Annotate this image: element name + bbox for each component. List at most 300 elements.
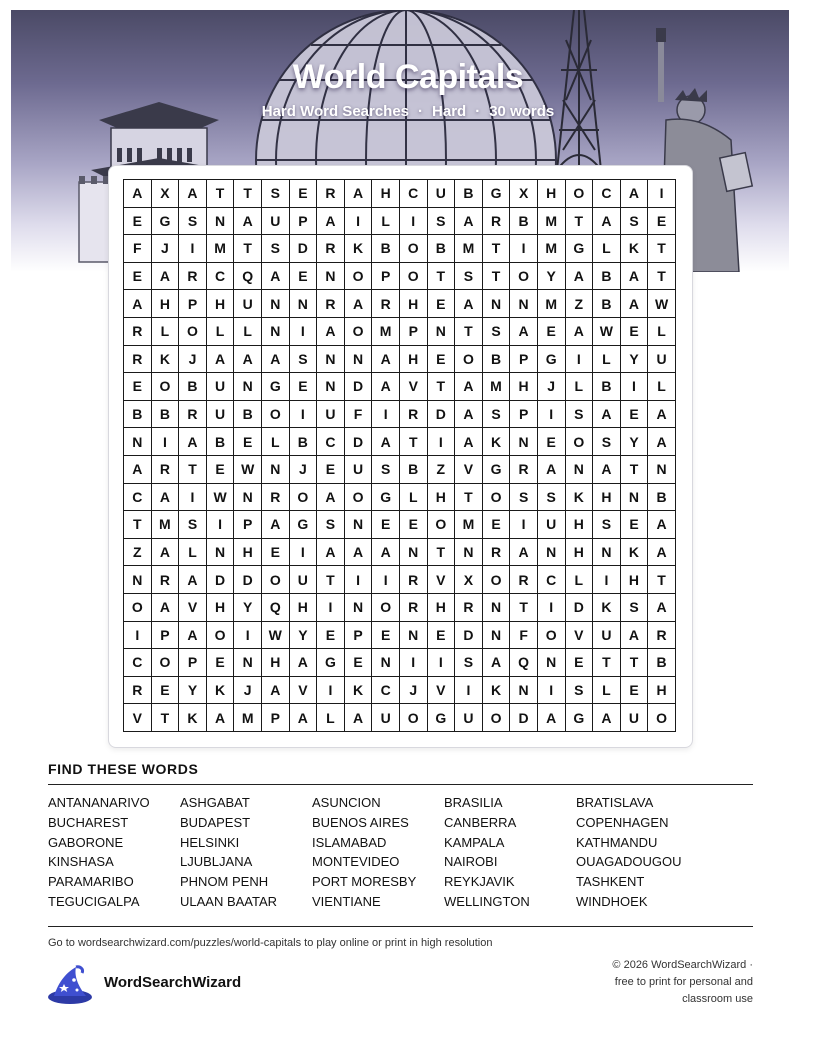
grid-cell[interactable]: I xyxy=(372,566,400,594)
grid-cell[interactable]: B xyxy=(400,456,428,484)
grid-cell[interactable]: R xyxy=(483,539,511,567)
grid-cell[interactable]: C xyxy=(317,428,345,456)
grid-cell[interactable]: O xyxy=(345,263,373,291)
grid-cell[interactable]: B xyxy=(648,649,676,677)
grid-cell[interactable]: C xyxy=(207,263,235,291)
grid-cell[interactable]: B xyxy=(372,235,400,263)
grid-cell[interactable]: A xyxy=(345,539,373,567)
grid-cell[interactable]: N xyxy=(372,649,400,677)
grid-cell[interactable]: N xyxy=(345,511,373,539)
grid-cell[interactable]: I xyxy=(538,401,566,429)
grid-cell[interactable]: P xyxy=(290,208,318,236)
grid-cell[interactable]: N xyxy=(124,428,152,456)
grid-cell[interactable]: T xyxy=(234,180,262,208)
grid-cell[interactable]: I xyxy=(538,677,566,705)
grid-cell[interactable]: A xyxy=(372,373,400,401)
grid-cell[interactable]: D xyxy=(345,428,373,456)
grid-cell[interactable]: O xyxy=(152,373,180,401)
grid-cell[interactable]: N xyxy=(262,318,290,346)
grid-cell[interactable]: A xyxy=(372,539,400,567)
grid-cell[interactable]: A xyxy=(207,346,235,374)
grid-cell[interactable]: X xyxy=(152,180,180,208)
grid-cell[interactable]: P xyxy=(510,401,538,429)
grid-cell[interactable]: U xyxy=(593,622,621,650)
grid-cell[interactable]: U xyxy=(372,704,400,732)
grid-cell[interactable]: S xyxy=(483,401,511,429)
grid-cell[interactable]: R xyxy=(152,566,180,594)
grid-cell[interactable]: K xyxy=(483,428,511,456)
grid-cell[interactable]: I xyxy=(345,208,373,236)
grid-cell[interactable]: D xyxy=(345,373,373,401)
grid-cell[interactable]: R xyxy=(317,180,345,208)
grid-cell[interactable]: E xyxy=(124,373,152,401)
grid-cell[interactable]: T xyxy=(455,484,483,512)
grid-cell[interactable]: B xyxy=(152,401,180,429)
grid-cell[interactable]: S xyxy=(290,346,318,374)
grid-cell[interactable]: U xyxy=(207,401,235,429)
grid-cell[interactable]: J xyxy=(400,677,428,705)
grid-cell[interactable]: P xyxy=(262,704,290,732)
grid-cell[interactable]: R xyxy=(372,290,400,318)
grid-cell[interactable]: Y xyxy=(621,346,649,374)
grid-cell[interactable]: B xyxy=(593,290,621,318)
grid-cell[interactable]: U xyxy=(207,373,235,401)
grid-cell[interactable]: R xyxy=(179,401,207,429)
grid-cell[interactable]: N xyxy=(317,263,345,291)
grid-cell[interactable]: G xyxy=(428,704,456,732)
grid-cell[interactable]: T xyxy=(648,263,676,291)
grid-cell[interactable]: T xyxy=(428,263,456,291)
grid-cell[interactable]: R xyxy=(152,456,180,484)
grid-cell[interactable]: T xyxy=(428,373,456,401)
grid-cell[interactable]: C xyxy=(372,677,400,705)
grid-cell[interactable]: S xyxy=(566,677,594,705)
grid-cell[interactable]: D xyxy=(234,566,262,594)
grid-cell[interactable]: R xyxy=(262,484,290,512)
grid-cell[interactable]: A xyxy=(317,539,345,567)
grid-cell[interactable]: O xyxy=(372,594,400,622)
grid-cell[interactable]: H xyxy=(593,484,621,512)
grid-cell[interactable]: N xyxy=(593,539,621,567)
grid-cell[interactable]: B xyxy=(428,235,456,263)
grid-cell[interactable]: O xyxy=(345,318,373,346)
grid-cell[interactable]: K xyxy=(152,346,180,374)
grid-cell[interactable]: E xyxy=(207,456,235,484)
grid-cell[interactable]: A xyxy=(345,290,373,318)
grid-cell[interactable]: W xyxy=(207,484,235,512)
grid-cell[interactable]: T xyxy=(483,263,511,291)
grid-cell[interactable]: B xyxy=(483,346,511,374)
grid-cell[interactable]: H xyxy=(262,649,290,677)
wizard-hat-icon[interactable] xyxy=(46,964,94,1006)
grid-cell[interactable]: I xyxy=(400,208,428,236)
grid-cell[interactable]: N xyxy=(345,346,373,374)
grid-cell[interactable]: L xyxy=(566,373,594,401)
grid-cell[interactable]: D xyxy=(207,566,235,594)
grid-cell[interactable]: I xyxy=(345,566,373,594)
grid-cell[interactable]: T xyxy=(207,180,235,208)
grid-cell[interactable]: E xyxy=(290,263,318,291)
grid-cell[interactable]: R xyxy=(400,401,428,429)
grid-cell[interactable]: P xyxy=(152,622,180,650)
grid-cell[interactable]: E xyxy=(428,346,456,374)
grid-cell[interactable]: Y xyxy=(290,622,318,650)
grid-cell[interactable]: L xyxy=(152,318,180,346)
grid-cell[interactable]: V xyxy=(566,622,594,650)
grid-cell[interactable]: I xyxy=(290,318,318,346)
grid-cell[interactable]: I xyxy=(152,428,180,456)
grid-cell[interactable]: N xyxy=(483,622,511,650)
grid-cell[interactable]: S xyxy=(179,208,207,236)
grid-cell[interactable]: T xyxy=(621,456,649,484)
grid-cell[interactable]: I xyxy=(290,539,318,567)
grid-cell[interactable]: J xyxy=(234,677,262,705)
grid-cell[interactable]: A xyxy=(510,539,538,567)
grid-cell[interactable]: A xyxy=(124,456,152,484)
grid-cell[interactable]: L xyxy=(593,346,621,374)
grid-cell[interactable]: S xyxy=(621,594,649,622)
grid-cell[interactable]: W xyxy=(234,456,262,484)
grid-cell[interactable]: N xyxy=(566,456,594,484)
grid-cell[interactable]: N xyxy=(648,456,676,484)
grid-cell[interactable]: T xyxy=(428,539,456,567)
grid-cell[interactable]: I xyxy=(648,180,676,208)
grid-cell[interactable]: N xyxy=(290,290,318,318)
grid-cell[interactable]: K xyxy=(179,704,207,732)
grid-cell[interactable]: M xyxy=(538,208,566,236)
grid-cell[interactable]: G xyxy=(290,511,318,539)
grid-cell[interactable]: R xyxy=(455,594,483,622)
grid-cell[interactable]: E xyxy=(621,511,649,539)
grid-cell[interactable]: E xyxy=(317,622,345,650)
grid-cell[interactable]: P xyxy=(400,318,428,346)
grid-cell[interactable]: U xyxy=(317,401,345,429)
grid-cell[interactable]: O xyxy=(400,263,428,291)
grid-cell[interactable]: N xyxy=(483,594,511,622)
grid-cell[interactable]: A xyxy=(234,346,262,374)
grid-cell[interactable]: A xyxy=(234,208,262,236)
grid-cell[interactable]: E xyxy=(262,539,290,567)
grid-cell[interactable]: T xyxy=(483,235,511,263)
grid-cell[interactable]: Y xyxy=(621,428,649,456)
grid-cell[interactable]: H xyxy=(290,594,318,622)
grid-cell[interactable]: A xyxy=(455,290,483,318)
grid-cell[interactable]: A xyxy=(648,401,676,429)
grid-cell[interactable]: A xyxy=(262,346,290,374)
grid-cell[interactable]: J xyxy=(538,373,566,401)
grid-cell[interactable]: O xyxy=(290,484,318,512)
grid-cell[interactable]: A xyxy=(593,704,621,732)
grid-cell[interactable]: E xyxy=(428,290,456,318)
grid-cell[interactable]: D xyxy=(566,594,594,622)
grid-cell[interactable]: E xyxy=(234,428,262,456)
grid-cell[interactable]: O xyxy=(152,649,180,677)
grid-cell[interactable]: T xyxy=(566,208,594,236)
grid-cell[interactable]: L xyxy=(317,704,345,732)
grid-cell[interactable]: J xyxy=(290,456,318,484)
grid-cell[interactable]: A xyxy=(124,180,152,208)
grid-cell[interactable]: A xyxy=(566,263,594,291)
grid-cell[interactable]: R xyxy=(483,208,511,236)
grid-cell[interactable]: A xyxy=(290,704,318,732)
grid-cell[interactable]: O xyxy=(400,235,428,263)
grid-cell[interactable]: O xyxy=(428,511,456,539)
grid-cell[interactable]: V xyxy=(179,594,207,622)
grid-cell[interactable]: I xyxy=(538,594,566,622)
grid-cell[interactable]: A xyxy=(648,539,676,567)
grid-cell[interactable]: B xyxy=(207,428,235,456)
grid-cell[interactable]: A xyxy=(621,263,649,291)
grid-cell[interactable]: M xyxy=(483,373,511,401)
grid-cell[interactable]: Z xyxy=(566,290,594,318)
grid-cell[interactable]: A xyxy=(648,428,676,456)
grid-cell[interactable]: V xyxy=(455,456,483,484)
grid-cell[interactable]: E xyxy=(621,677,649,705)
grid-cell[interactable]: E xyxy=(290,373,318,401)
grid-cell[interactable]: L xyxy=(179,539,207,567)
grid-cell[interactable]: U xyxy=(290,566,318,594)
grid-cell[interactable]: R xyxy=(124,346,152,374)
grid-cell[interactable]: W xyxy=(262,622,290,650)
grid-cell[interactable]: A xyxy=(124,290,152,318)
grid-cell[interactable]: I xyxy=(566,346,594,374)
grid-cell[interactable]: M xyxy=(455,235,483,263)
grid-cell[interactable]: Q xyxy=(510,649,538,677)
grid-cell[interactable]: N xyxy=(510,290,538,318)
grid-cell[interactable]: I xyxy=(428,649,456,677)
grid-cell[interactable]: D xyxy=(510,704,538,732)
grid-cell[interactable]: L xyxy=(262,428,290,456)
grid-cell[interactable]: P xyxy=(345,622,373,650)
grid-cell[interactable]: S xyxy=(179,511,207,539)
grid-cell[interactable]: N xyxy=(621,484,649,512)
grid-cell[interactable]: G xyxy=(483,456,511,484)
grid-cell[interactable]: K xyxy=(593,594,621,622)
grid-cell[interactable]: T xyxy=(152,704,180,732)
grid-cell[interactable]: E xyxy=(345,649,373,677)
grid-cell[interactable]: U xyxy=(345,456,373,484)
grid-cell[interactable]: A xyxy=(593,456,621,484)
grid-cell[interactable]: M xyxy=(372,318,400,346)
grid-cell[interactable]: I xyxy=(290,401,318,429)
grid-cell[interactable]: P xyxy=(372,263,400,291)
grid-cell[interactable]: N xyxy=(234,484,262,512)
grid-cell[interactable]: A xyxy=(483,649,511,677)
grid-cell[interactable]: B xyxy=(510,208,538,236)
grid-cell[interactable]: N xyxy=(400,539,428,567)
grid-cell[interactable]: M xyxy=(455,511,483,539)
grid-cell[interactable]: F xyxy=(124,235,152,263)
grid-cell[interactable]: C xyxy=(124,484,152,512)
grid-cell[interactable]: N xyxy=(510,677,538,705)
brand-name[interactable]: WordSearchWizard xyxy=(104,974,242,991)
grid-cell[interactable]: R xyxy=(124,318,152,346)
grid-cell[interactable]: A xyxy=(262,677,290,705)
grid-cell[interactable]: H xyxy=(621,566,649,594)
grid-cell[interactable]: A xyxy=(152,263,180,291)
grid-cell[interactable]: B xyxy=(593,373,621,401)
grid-cell[interactable]: A xyxy=(290,649,318,677)
grid-cell[interactable]: O xyxy=(124,594,152,622)
grid-cell[interactable]: J xyxy=(179,346,207,374)
grid-cell[interactable]: E xyxy=(428,622,456,650)
grid-cell[interactable]: K xyxy=(345,235,373,263)
grid-cell[interactable]: T xyxy=(593,649,621,677)
grid-cell[interactable]: V xyxy=(124,704,152,732)
grid-cell[interactable]: M xyxy=(538,290,566,318)
grid-cell[interactable]: C xyxy=(124,649,152,677)
grid-cell[interactable]: N xyxy=(538,539,566,567)
grid-cell[interactable]: A xyxy=(593,401,621,429)
grid-cell[interactable]: E xyxy=(372,511,400,539)
grid-cell[interactable]: K xyxy=(621,235,649,263)
grid-cell[interactable]: S xyxy=(510,484,538,512)
grid-cell[interactable]: H xyxy=(566,511,594,539)
grid-cell[interactable]: H xyxy=(428,594,456,622)
grid-cell[interactable]: I xyxy=(207,511,235,539)
grid-cell[interactable]: H xyxy=(648,677,676,705)
grid-cell[interactable]: A xyxy=(455,401,483,429)
grid-cell[interactable]: N xyxy=(262,290,290,318)
grid-cell[interactable]: G xyxy=(483,180,511,208)
grid-cell[interactable]: H xyxy=(207,594,235,622)
grid-cell[interactable]: I xyxy=(317,594,345,622)
grid-cell[interactable]: N xyxy=(345,594,373,622)
grid-cell[interactable]: I xyxy=(510,235,538,263)
grid-cell[interactable]: A xyxy=(566,318,594,346)
grid-cell[interactable]: Q xyxy=(234,263,262,291)
grid-cell[interactable]: N xyxy=(538,649,566,677)
grid-cell[interactable]: A xyxy=(179,566,207,594)
grid-cell[interactable]: R xyxy=(317,290,345,318)
grid-cell[interactable]: O xyxy=(566,428,594,456)
grid-cell[interactable]: M xyxy=(538,235,566,263)
grid-cell[interactable]: A xyxy=(510,318,538,346)
grid-cell[interactable]: E xyxy=(538,428,566,456)
grid-cell[interactable]: E xyxy=(538,318,566,346)
grid-cell[interactable]: C xyxy=(538,566,566,594)
grid-cell[interactable]: I xyxy=(179,235,207,263)
grid-cell[interactable]: X xyxy=(455,566,483,594)
grid-cell[interactable]: R xyxy=(648,622,676,650)
grid-cell[interactable]: R xyxy=(510,456,538,484)
grid-cell[interactable]: S xyxy=(372,456,400,484)
grid-cell[interactable]: Y xyxy=(538,263,566,291)
grid-cell[interactable]: L xyxy=(593,235,621,263)
grid-cell[interactable]: U xyxy=(538,511,566,539)
grid-cell[interactable]: A xyxy=(648,511,676,539)
grid-cell[interactable]: H xyxy=(428,484,456,512)
grid-cell[interactable]: P xyxy=(179,290,207,318)
grid-cell[interactable]: E xyxy=(483,511,511,539)
grid-cell[interactable]: E xyxy=(290,180,318,208)
grid-cell[interactable]: S xyxy=(428,208,456,236)
grid-cell[interactable]: A xyxy=(262,263,290,291)
grid-cell[interactable]: S xyxy=(593,511,621,539)
grid-cell[interactable]: I xyxy=(372,401,400,429)
grid-cell[interactable]: G xyxy=(566,704,594,732)
grid-cell[interactable]: A xyxy=(179,622,207,650)
grid-cell[interactable]: G xyxy=(566,235,594,263)
grid-cell[interactable]: T xyxy=(648,235,676,263)
grid-cell[interactable]: R xyxy=(179,263,207,291)
grid-cell[interactable]: J xyxy=(152,235,180,263)
grid-cell[interactable]: G xyxy=(538,346,566,374)
grid-cell[interactable]: E xyxy=(566,649,594,677)
grid-cell[interactable]: L xyxy=(234,318,262,346)
grid-cell[interactable]: H xyxy=(152,290,180,318)
grid-cell[interactable]: B xyxy=(179,373,207,401)
grid-cell[interactable]: E xyxy=(124,263,152,291)
grid-cell[interactable]: T xyxy=(455,318,483,346)
grid-cell[interactable]: E xyxy=(621,318,649,346)
grid-cell[interactable]: M xyxy=(207,235,235,263)
grid-cell[interactable]: Y xyxy=(179,677,207,705)
grid-cell[interactable]: A xyxy=(648,594,676,622)
grid-cell[interactable]: O xyxy=(648,704,676,732)
grid-cell[interactable]: T xyxy=(317,566,345,594)
grid-cell[interactable]: A xyxy=(538,456,566,484)
grid-cell[interactable]: T xyxy=(234,235,262,263)
grid-cell[interactable]: G xyxy=(317,649,345,677)
grid-cell[interactable]: X xyxy=(510,180,538,208)
grid-cell[interactable]: N xyxy=(400,622,428,650)
grid-cell[interactable]: S xyxy=(262,235,290,263)
grid-cell[interactable]: L xyxy=(648,318,676,346)
grid-cell[interactable]: V xyxy=(400,373,428,401)
grid-cell[interactable]: N xyxy=(428,318,456,346)
grid-cell[interactable]: H xyxy=(510,373,538,401)
grid-cell[interactable]: B xyxy=(455,180,483,208)
grid-cell[interactable]: O xyxy=(566,180,594,208)
grid-cell[interactable]: H xyxy=(400,346,428,374)
grid-cell[interactable]: N xyxy=(262,456,290,484)
grid-cell[interactable]: N xyxy=(510,428,538,456)
grid-cell[interactable]: S xyxy=(538,484,566,512)
grid-cell[interactable]: S xyxy=(621,208,649,236)
grid-cell[interactable]: N xyxy=(234,373,262,401)
grid-cell[interactable]: M xyxy=(234,704,262,732)
grid-cell[interactable]: W xyxy=(648,290,676,318)
grid-cell[interactable]: H xyxy=(400,290,428,318)
grid-cell[interactable]: K xyxy=(483,677,511,705)
grid-cell[interactable]: K xyxy=(621,539,649,567)
grid-cell[interactable]: S xyxy=(455,649,483,677)
grid-cell[interactable]: L xyxy=(566,566,594,594)
grid-cell[interactable]: R xyxy=(510,566,538,594)
grid-cell[interactable]: A xyxy=(152,539,180,567)
grid-cell[interactable]: Y xyxy=(234,594,262,622)
grid-cell[interactable]: E xyxy=(124,208,152,236)
grid-cell[interactable]: A xyxy=(152,484,180,512)
grid-cell[interactable]: T xyxy=(400,428,428,456)
grid-cell[interactable]: I xyxy=(179,484,207,512)
grid-cell[interactable]: R xyxy=(400,594,428,622)
grid-cell[interactable]: P xyxy=(234,511,262,539)
grid-cell[interactable]: N xyxy=(207,539,235,567)
grid-cell[interactable]: U xyxy=(621,704,649,732)
grid-cell[interactable]: A xyxy=(455,373,483,401)
grid-cell[interactable]: S xyxy=(593,428,621,456)
grid-cell[interactable]: H xyxy=(566,539,594,567)
grid-cell[interactable]: B xyxy=(593,263,621,291)
grid-cell[interactable]: T xyxy=(621,649,649,677)
grid-cell[interactable]: N xyxy=(317,373,345,401)
grid-cell[interactable]: K xyxy=(207,677,235,705)
grid-cell[interactable]: P xyxy=(179,649,207,677)
grid-cell[interactable]: B xyxy=(234,401,262,429)
grid-cell[interactable]: L xyxy=(372,208,400,236)
